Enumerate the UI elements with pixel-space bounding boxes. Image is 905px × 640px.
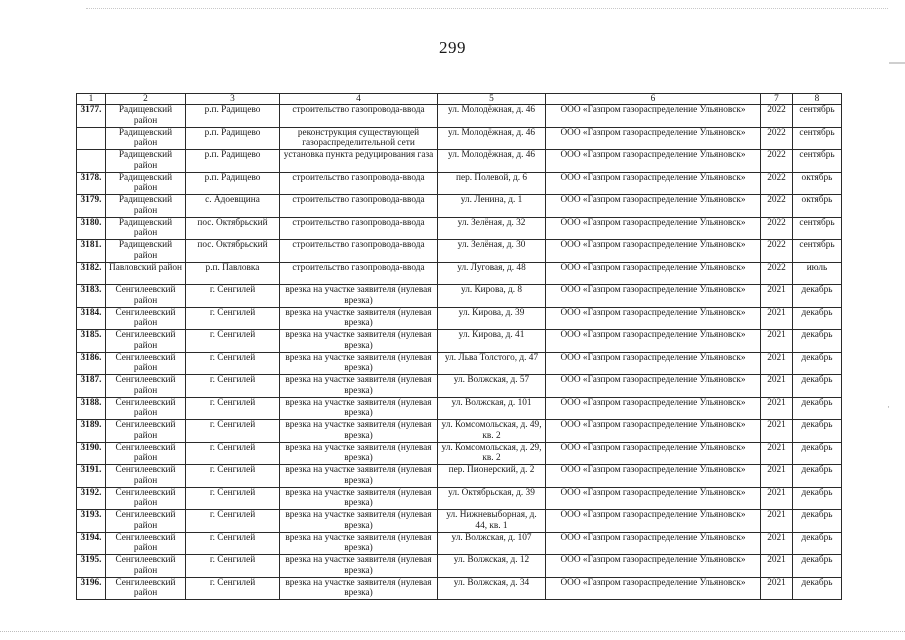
work-type-cell: врезка на участке заявителя (нулевая врезка) <box>280 442 438 465</box>
address-cell: ул. Октябрьская, д. 39 <box>438 487 546 510</box>
month-cell: декабрь <box>793 555 842 578</box>
row-number-cell: 3178. <box>77 172 106 195</box>
table-row <box>77 172 842 195</box>
month-cell: декабрь <box>793 420 842 443</box>
month-cell: сентябрь <box>793 217 842 240</box>
year-cell: 2022 <box>761 262 793 285</box>
work-type-cell: строительство газопровода-ввода <box>280 262 438 285</box>
scan-speck: · <box>887 402 890 412</box>
address-cell: ул. Кирова, д. 8 <box>438 285 546 308</box>
year-cell: 2021 <box>761 420 793 443</box>
locality-cell: г. Сенгилей <box>186 487 280 510</box>
district-cell: Сенгилеевский район <box>106 510 186 533</box>
address-cell: пер. Пионерский, д. 2 <box>438 465 546 488</box>
address-cell: ул. Молодёжная, д. 46 <box>438 150 546 173</box>
district-cell: Радищевский район <box>106 127 186 150</box>
table-row <box>77 330 842 353</box>
work-type-cell: врезка на участке заявителя (нулевая врезка) <box>280 420 438 443</box>
work-type-cell: врезка на участке заявителя (нулевая врезка) <box>280 375 438 398</box>
scan-margin-mark <box>889 62 905 64</box>
row-number-cell: 3183. <box>77 285 106 308</box>
row-number-cell: 3182. <box>77 262 106 285</box>
row-number-cell: 3184. <box>77 307 106 330</box>
address-cell: ул. Волжская, д. 101 <box>438 397 546 420</box>
table-row <box>77 555 842 578</box>
work-type-cell: врезка на участке заявителя (нулевая врезка) <box>280 307 438 330</box>
year-cell: 2022 <box>761 240 793 263</box>
address-cell: пер. Полевой, д. 6 <box>438 172 546 195</box>
district-cell: Сенгилеевский район <box>106 442 186 465</box>
address-cell: ул. Волжская, д. 57 <box>438 375 546 398</box>
organization-cell: ООО «Газпром газораспределение Ульяновск» <box>546 195 761 218</box>
organization-cell: ООО «Газпром газораспределение Ульяновск» <box>546 465 761 488</box>
month-cell: декабрь <box>793 375 842 398</box>
organization-cell: ООО «Газпром газораспределение Ульяновск» <box>546 307 761 330</box>
year-cell: 2021 <box>761 487 793 510</box>
year-cell: 2021 <box>761 330 793 353</box>
work-type-cell: строительство газопровода-ввода <box>280 240 438 263</box>
locality-cell: г. Сенгилей <box>186 532 280 555</box>
month-cell: сентябрь <box>793 240 842 263</box>
month-cell: декабрь <box>793 510 842 533</box>
work-type-cell: врезка на участке заявителя (нулевая врезка) <box>280 465 438 488</box>
locality-cell: г. Сенгилей <box>186 442 280 465</box>
locality-cell: г. Сенгилей <box>186 375 280 398</box>
organization-cell: ООО «Газпром газораспределение Ульяновск» <box>546 150 761 173</box>
address-cell: ул. Волжская, д. 107 <box>438 532 546 555</box>
locality-cell: г. Сенгилей <box>186 510 280 533</box>
work-type-cell: врезка на участке заявителя (нулевая врезка) <box>280 532 438 555</box>
header-cell: 1 <box>77 94 106 105</box>
district-cell: Сенгилеевский район <box>106 555 186 578</box>
year-cell: 2021 <box>761 307 793 330</box>
address-cell: ул. Комсомольская, д. 29, кв. 2 <box>438 442 546 465</box>
address-cell: ул. Ленина, д. 1 <box>438 195 546 218</box>
year-cell: 2022 <box>761 217 793 240</box>
district-cell: Радищевский район <box>106 240 186 263</box>
locality-cell: пос. Октябрьский <box>186 240 280 263</box>
locality-cell: р.п. Радищево <box>186 105 280 128</box>
month-cell: сентябрь <box>793 127 842 150</box>
work-type-cell: врезка на участке заявителя (нулевая врезка) <box>280 352 438 375</box>
row-number-cell: 3193. <box>77 510 106 533</box>
table-row <box>77 240 842 263</box>
district-cell: Радищевский район <box>106 172 186 195</box>
work-type-cell: врезка на участке заявителя (нулевая врезка) <box>280 577 438 600</box>
district-cell: Сенгилеевский район <box>106 330 186 353</box>
organization-cell: ООО «Газпром газораспределение Ульяновск» <box>546 487 761 510</box>
district-cell: Сенгилеевский район <box>106 487 186 510</box>
address-cell: ул. Молодёжная, д. 46 <box>438 105 546 128</box>
header-cell: 3 <box>186 94 280 105</box>
table-row <box>77 217 842 240</box>
table-row <box>77 105 842 128</box>
year-cell: 2021 <box>761 375 793 398</box>
year-cell: 2021 <box>761 465 793 488</box>
month-cell: октябрь <box>793 195 842 218</box>
row-number-cell <box>77 127 106 150</box>
district-cell: Сенгилеевский район <box>106 577 186 600</box>
table-row <box>77 352 842 375</box>
year-cell: 2021 <box>761 555 793 578</box>
year-cell: 2021 <box>761 510 793 533</box>
locality-cell: г. Сенгилей <box>186 352 280 375</box>
address-cell: ул. Кирова, д. 39 <box>438 307 546 330</box>
header-cell: 4 <box>280 94 438 105</box>
table-row <box>77 465 842 488</box>
work-type-cell: врезка на участке заявителя (нулевая врезка) <box>280 510 438 533</box>
year-cell: 2022 <box>761 172 793 195</box>
organization-cell: ООО «Газпром газораспределение Ульяновск» <box>546 285 761 308</box>
locality-cell: г. Сенгилей <box>186 307 280 330</box>
organization-cell: ООО «Газпром газораспределение Ульяновск» <box>546 442 761 465</box>
locality-cell: г. Сенгилей <box>186 465 280 488</box>
locality-cell: г. Сенгилей <box>186 285 280 308</box>
locality-cell: р.п. Радищево <box>186 172 280 195</box>
month-cell: декабрь <box>793 577 842 600</box>
work-type-cell: строительство газопровода-ввода <box>280 105 438 128</box>
organization-cell: ООО «Газпром газораспределение Ульяновск» <box>546 397 761 420</box>
year-cell: 2021 <box>761 285 793 308</box>
table-body <box>77 94 842 600</box>
address-cell: ул. Льва Толстого, д. 47 <box>438 352 546 375</box>
organization-cell: ООО «Газпром газораспределение Ульяновск» <box>546 105 761 128</box>
organization-cell: ООО «Газпром газораспределение Ульяновск» <box>546 172 761 195</box>
row-number-cell: 3194. <box>77 532 106 555</box>
locality-cell: р.п. Павловка <box>186 262 280 285</box>
month-cell: октябрь <box>793 172 842 195</box>
header-cell: 2 <box>106 94 186 105</box>
locality-cell: г. Сенгилей <box>186 420 280 443</box>
page-number: 299 <box>439 38 466 57</box>
table-row <box>77 487 842 510</box>
address-cell: ул. Зелёная, д. 32 <box>438 217 546 240</box>
table-row <box>77 307 842 330</box>
address-cell: ул. Зелёная, д. 30 <box>438 240 546 263</box>
district-cell: Сенгилеевский район <box>106 420 186 443</box>
address-cell: ул. Нижневыборная, д. 44, кв. 1 <box>438 510 546 533</box>
organization-cell: ООО «Газпром газораспределение Ульяновск» <box>546 577 761 600</box>
table-row <box>77 577 842 600</box>
row-number-cell: 3181. <box>77 240 106 263</box>
district-cell: Сенгилеевский район <box>106 465 186 488</box>
table-header-row <box>77 94 842 105</box>
row-number-cell: 3187. <box>77 375 106 398</box>
table-row <box>77 532 842 555</box>
organization-cell: ООО «Газпром газораспределение Ульяновск» <box>546 127 761 150</box>
year-cell: 2022 <box>761 105 793 128</box>
month-cell: декабрь <box>793 442 842 465</box>
row-number-cell: 3195. <box>77 555 106 578</box>
table-row <box>77 420 842 443</box>
organization-cell: ООО «Газпром газораспределение Ульяновск» <box>546 375 761 398</box>
locality-cell: г. Сенгилей <box>186 330 280 353</box>
year-cell: 2022 <box>761 150 793 173</box>
organization-cell: ООО «Газпром газораспределение Ульяновск» <box>546 555 761 578</box>
month-cell: декабрь <box>793 352 842 375</box>
work-type-cell: врезка на участке заявителя (нулевая врезка) <box>280 330 438 353</box>
organization-cell: ООО «Газпром газораспределение Ульяновск» <box>546 330 761 353</box>
district-cell: Сенгилеевский район <box>106 285 186 308</box>
district-cell: Сенгилеевский район <box>106 352 186 375</box>
register-table <box>76 93 842 600</box>
month-cell: декабрь <box>793 397 842 420</box>
work-type-cell: врезка на участке заявителя (нулевая врезка) <box>280 397 438 420</box>
month-cell: декабрь <box>793 465 842 488</box>
work-type-cell: строительство газопровода-ввода <box>280 195 438 218</box>
scan-bottom-edge <box>0 631 905 632</box>
address-cell: ул. Волжская, д. 34 <box>438 577 546 600</box>
district-cell: Сенгилеевский район <box>106 375 186 398</box>
month-cell: сентябрь <box>793 150 842 173</box>
address-cell: ул. Луговая, д. 48 <box>438 262 546 285</box>
year-cell: 2021 <box>761 442 793 465</box>
table-row <box>77 442 842 465</box>
header-cell: 6 <box>546 94 761 105</box>
organization-cell: ООО «Газпром газораспределение Ульяновск» <box>546 262 761 285</box>
table-row <box>77 127 842 150</box>
month-cell: декабрь <box>793 330 842 353</box>
table-row <box>77 397 842 420</box>
month-cell: декабрь <box>793 307 842 330</box>
district-cell: Радищевский район <box>106 195 186 218</box>
year-cell: 2021 <box>761 352 793 375</box>
scan-top-edge <box>86 8 888 9</box>
organization-cell: ООО «Газпром газораспределение Ульяновск» <box>546 217 761 240</box>
row-number-cell: 3189. <box>77 420 106 443</box>
row-number-cell: 3191. <box>77 465 106 488</box>
table-row <box>77 375 842 398</box>
month-cell: сентябрь <box>793 105 842 128</box>
table-row <box>77 262 842 285</box>
work-type-cell: врезка на участке заявителя (нулевая врезка) <box>280 487 438 510</box>
row-number-cell: 3188. <box>77 397 106 420</box>
locality-cell: г. Сенгилей <box>186 397 280 420</box>
district-cell: Радищевский район <box>106 105 186 128</box>
locality-cell: с. Адоевщина <box>186 195 280 218</box>
work-type-cell: врезка на участке заявителя (нулевая врезка) <box>280 285 438 308</box>
organization-cell: ООО «Газпром газораспределение Ульяновск» <box>546 532 761 555</box>
month-cell: декабрь <box>793 487 842 510</box>
header-cell: 8 <box>793 94 842 105</box>
work-type-cell: врезка на участке заявителя (нулевая врезка) <box>280 555 438 578</box>
row-number-cell: 3185. <box>77 330 106 353</box>
district-cell: Сенгилеевский район <box>106 397 186 420</box>
work-type-cell: установка пункта редуцирования газа <box>280 150 438 173</box>
address-cell: ул. Волжская, д. 12 <box>438 555 546 578</box>
year-cell: 2021 <box>761 532 793 555</box>
table-row <box>77 285 842 308</box>
district-cell: Сенгилеевский район <box>106 532 186 555</box>
work-type-cell: строительство газопровода-ввода <box>280 172 438 195</box>
work-type-cell: реконструкция существующей газораспределительной сети <box>280 127 438 150</box>
row-number-cell: 3179. <box>77 195 106 218</box>
work-type-cell: строительство газопровода-ввода <box>280 217 438 240</box>
row-number-cell: 3196. <box>77 577 106 600</box>
district-cell: Павловский район <box>106 262 186 285</box>
address-cell: ул. Кирова, д. 41 <box>438 330 546 353</box>
organization-cell: ООО «Газпром газораспределение Ульяновск» <box>546 510 761 533</box>
month-cell: июль <box>793 262 842 285</box>
row-number-cell: 3190. <box>77 442 106 465</box>
organization-cell: ООО «Газпром газораспределение Ульяновск» <box>546 420 761 443</box>
month-cell: декабрь <box>793 285 842 308</box>
table-row <box>77 510 842 533</box>
row-number-cell: 3177. <box>77 105 106 128</box>
organization-cell: ООО «Газпром газораспределение Ульяновск» <box>546 352 761 375</box>
locality-cell: р.п. Радищево <box>186 150 280 173</box>
month-cell: декабрь <box>793 532 842 555</box>
locality-cell: г. Сенгилей <box>186 555 280 578</box>
header-cell: 5 <box>438 94 546 105</box>
row-number-cell <box>77 150 106 173</box>
row-number-cell: 3186. <box>77 352 106 375</box>
row-number-cell: 3192. <box>77 487 106 510</box>
address-cell: ул. Молодёжная, д. 46 <box>438 127 546 150</box>
row-number-cell: 3180. <box>77 217 106 240</box>
table-row <box>77 195 842 218</box>
district-cell: Сенгилеевский район <box>106 307 186 330</box>
locality-cell: г. Сенгилей <box>186 577 280 600</box>
organization-cell: ООО «Газпром газораспределение Ульяновск» <box>546 240 761 263</box>
year-cell: 2022 <box>761 195 793 218</box>
locality-cell: р.п. Радищево <box>186 127 280 150</box>
table-row <box>77 150 842 173</box>
address-cell: ул. Комсомольская, д. 49, кв. 2 <box>438 420 546 443</box>
district-cell: Радищевский район <box>106 217 186 240</box>
header-cell: 7 <box>761 94 793 105</box>
district-cell: Радищевский район <box>106 150 186 173</box>
year-cell: 2021 <box>761 577 793 600</box>
locality-cell: пос. Октябрьский <box>186 217 280 240</box>
year-cell: 2022 <box>761 127 793 150</box>
year-cell: 2021 <box>761 397 793 420</box>
